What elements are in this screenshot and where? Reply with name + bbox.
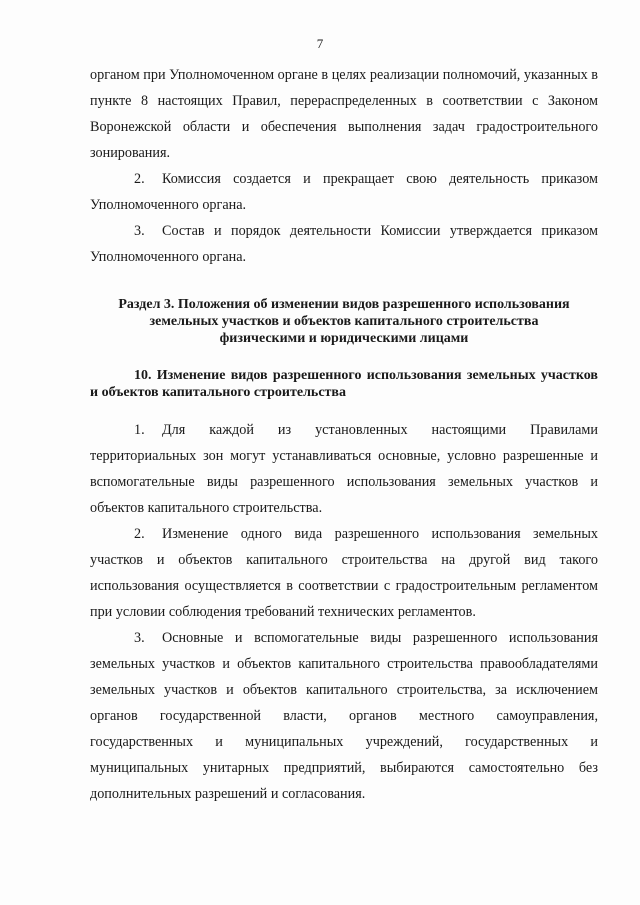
- article-item-1: [90, 417, 598, 521]
- article-item-number: 2.: [134, 526, 145, 542]
- article-item-text: Изменение одного вида разрешенного использования земельных участков и объектов капитального строительства на другой вид такого использования осуществляется в соответствии с градостроительным регламентом при условии соблюдения требований технических регламентов.: [90, 526, 598, 620]
- intro-item-2: [90, 166, 598, 218]
- page-number: 7: [316, 36, 324, 51]
- article-item-number: 1.: [134, 422, 145, 438]
- intro-paragraph: органом при Уполномоченном органе в целях реализации полномочий, указанных в пункте 8 настоящих Правил, перераспределенных в соответствии с Законом Воронежской области и обеспечения выполнения задач градостроительного зонирования.: [90, 67, 598, 161]
- article-item-3: [90, 625, 598, 807]
- article-item-number: 3.: [134, 630, 145, 646]
- document-body: [90, 62, 598, 807]
- intro-item-text: Комиссия создается и прекращает свою деятельность приказом Уполномоченного органа.: [90, 171, 598, 213]
- article-item-2: [90, 521, 598, 625]
- article-title: 10. Изменение видов разрешенного использования земельных участков и объектов капитального строительства: [90, 368, 598, 400]
- intro-item-text: Состав и порядок деятельности Комиссии утверждается приказом Уполномоченного органа.: [90, 223, 598, 265]
- intro-item-number: 3.: [134, 223, 145, 239]
- intro-item-number: 2.: [134, 171, 145, 187]
- article-item-text: Основные и вспомогательные виды разрешенного использования земельных участков и объектов капитального строительства правообладателями земельных участков и объектов капитального строительства, за исключением органов государственной власти, органов местного самоуправления, государственных и муниципальных учреждений, государственных и муниципальных унитарных предприятий, выбираются самостоятельно без дополнительных разрешений и согласования.: [90, 630, 598, 802]
- article-item-text: Для каждой из установленных настоящими Правилами территориальных зон могут устанавливаться основные, условно разрешенные и вспомогательные виды разрешенного использования земельных участков и объектов капитального строительства.: [90, 422, 598, 516]
- intro-item-3: [90, 218, 598, 270]
- section-title: Раздел 3. Положения об изменении видов разрешенного использования земельных участков и объектов капитального строительства физическими и юридическими лицами: [118, 297, 570, 346]
